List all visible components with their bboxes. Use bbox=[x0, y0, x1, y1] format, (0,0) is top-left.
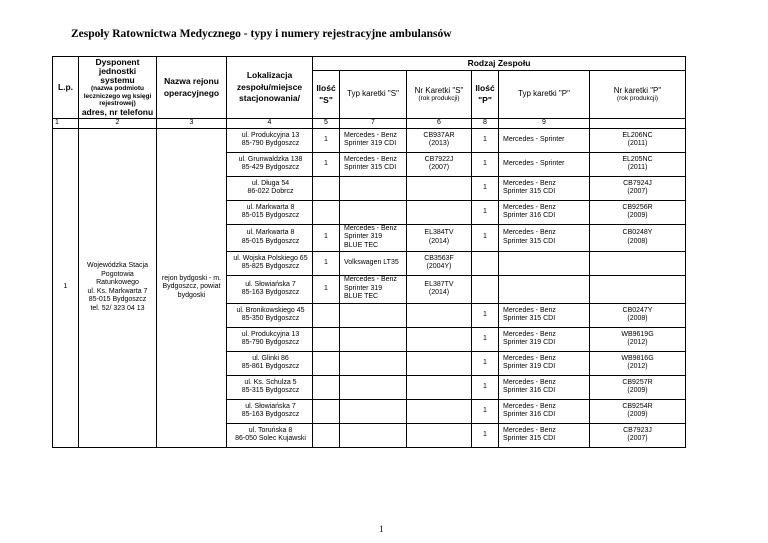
lokalizacja-cell: ul. Produkcyjna 13 85-790 Bydgoszcz bbox=[227, 327, 313, 351]
nr-p-cell: CB7924J (2007) bbox=[590, 176, 686, 200]
typ-p-cell bbox=[499, 251, 590, 275]
nr-p-cell bbox=[590, 251, 686, 275]
nr-s-cell bbox=[407, 375, 472, 399]
col-number: 1 bbox=[53, 119, 79, 129]
nr-p-cell: CB0247Y (2008) bbox=[590, 303, 686, 327]
ilosc-s-cell bbox=[313, 375, 340, 399]
lokalizacja-cell: ul. Grunwaldzka 138 85-429 Bydgoszcz bbox=[227, 152, 313, 176]
ilosc-s-cell bbox=[313, 351, 340, 375]
nr-p-cell: CB9256R (2009) bbox=[590, 200, 686, 224]
ilosc-s-cell bbox=[313, 200, 340, 224]
typ-p-cell: Mercedes - Sprinter bbox=[499, 128, 590, 152]
ilosc-s-cell bbox=[313, 423, 340, 447]
ilosc-p-cell: 1 bbox=[472, 375, 499, 399]
typ-s-cell: Mercedes - Benz Sprinter 319 BLUE TEC bbox=[340, 224, 407, 251]
ilosc-s-cell: 1 bbox=[313, 275, 340, 303]
ilosc-p-cell: 1 bbox=[472, 224, 499, 251]
typ-p-cell: Mercedes - Sprinter bbox=[499, 152, 590, 176]
col-number: 7 bbox=[340, 119, 407, 129]
nr-s-cell: EL384TV (2014) bbox=[407, 224, 472, 251]
typ-p-cell: Mercedes - Benz Sprinter 315 CDI bbox=[499, 176, 590, 200]
typ-s-cell bbox=[340, 423, 407, 447]
typ-p-cell: Mercedes - Benz Sprinter 315 CDI bbox=[499, 423, 590, 447]
nr-s-cell: CB7922J (2007) bbox=[407, 152, 472, 176]
header-typ-p: Typ karetki "P" bbox=[499, 71, 590, 119]
nr-s-cell bbox=[407, 200, 472, 224]
typ-p-cell: Mercedes - Benz Sprinter 315 CDI bbox=[499, 224, 590, 251]
lokalizacja-cell: ul. Ks. Schulza 5 85-315 Bydgoszcz bbox=[227, 375, 313, 399]
nr-p-cell: WB9816G (2012) bbox=[590, 351, 686, 375]
typ-p-cell bbox=[499, 275, 590, 303]
ilosc-s-cell bbox=[313, 303, 340, 327]
ilosc-s-cell bbox=[313, 399, 340, 423]
typ-s-cell bbox=[340, 351, 407, 375]
ilosc-s-cell: 1 bbox=[313, 128, 340, 152]
typ-s-cell: Mercedes - Benz Sprinter 315 CDI bbox=[340, 152, 407, 176]
header-lp: L.p. bbox=[53, 57, 79, 119]
nr-p-cell: CB7923J (2007) bbox=[590, 423, 686, 447]
col-number: 6 bbox=[407, 119, 472, 129]
typ-s-cell bbox=[340, 176, 407, 200]
header-dysponent: Dysponent jednostki systemu (nazwa podmiotu leczniczego wg księgi rejestrowej) adres, nr telefonu bbox=[79, 57, 157, 119]
nr-s-cell bbox=[407, 303, 472, 327]
col-number: 9 bbox=[499, 119, 590, 129]
nr-s-cell bbox=[407, 351, 472, 375]
ilosc-p-cell: 1 bbox=[472, 327, 499, 351]
nr-p-cell: CB9257R (2009) bbox=[590, 375, 686, 399]
lokalizacja-cell: ul. Długa 54 86-022 Dobrcz bbox=[227, 176, 313, 200]
typ-p-cell: Mercedes - Benz Sprinter 316 CDI bbox=[499, 200, 590, 224]
lokalizacja-cell: ul. Glinki 86 85-861 Bydgoszcz bbox=[227, 351, 313, 375]
lokalizacja-cell: ul. Toruńska 8 86-050 Solec Kujawski bbox=[227, 423, 313, 447]
nr-p-cell: EL206NC (2011) bbox=[590, 128, 686, 152]
header-lokalizacja: Lokalizacja zespołu/miejsce stacjonowania/ bbox=[227, 57, 313, 119]
nr-s-cell: CB3563F (2004Y) bbox=[407, 251, 472, 275]
ilosc-s-cell: 1 bbox=[313, 152, 340, 176]
col-number: 2 bbox=[79, 119, 157, 129]
lokalizacja-cell: ul. Markwarta 8 85-015 Bydgoszcz bbox=[227, 200, 313, 224]
page-number: 1 bbox=[379, 524, 384, 534]
nr-p-cell bbox=[590, 275, 686, 303]
typ-p-cell: Mercedes - Benz Sprinter 319 CDI bbox=[499, 351, 590, 375]
ilosc-p-cell: 1 bbox=[472, 351, 499, 375]
ilosc-p-cell: 1 bbox=[472, 152, 499, 176]
header-typ-s: Typ karetki "S" bbox=[340, 71, 407, 119]
nr-s-cell bbox=[407, 423, 472, 447]
typ-s-cell bbox=[340, 399, 407, 423]
lp-cell: 1 bbox=[53, 128, 79, 447]
ilosc-p-cell: 1 bbox=[472, 176, 499, 200]
nr-p-cell: CB0248Y (2008) bbox=[590, 224, 686, 251]
lokalizacja-cell: ul. Wojska Polskiego 65 85-825 Bydgoszcz bbox=[227, 251, 313, 275]
ilosc-p-cell: 1 bbox=[472, 200, 499, 224]
typ-p-cell: Mercedes - Benz Sprinter 315 CDI bbox=[499, 303, 590, 327]
ambulance-table bbox=[52, 56, 686, 448]
typ-s-cell bbox=[340, 327, 407, 351]
ilosc-p-cell bbox=[472, 251, 499, 275]
header-ilosc-s: Ilość "S" bbox=[313, 71, 340, 119]
lokalizacja-cell: ul. Bronikowskiego 45 85-350 Bydgoszcz bbox=[227, 303, 313, 327]
ilosc-s-cell: 1 bbox=[313, 224, 340, 251]
page-title: Zespoły Ratownictwa Medycznego - typy i numery rejestracyjne ambulansów bbox=[71, 28, 452, 40]
ilosc-s-cell: 1 bbox=[313, 251, 340, 275]
nr-p-cell: EL205NC (2011) bbox=[590, 152, 686, 176]
typ-p-cell: Mercedes - Benz Sprinter 319 CDI bbox=[499, 327, 590, 351]
nr-p-cell: CB9254R (2009) bbox=[590, 399, 686, 423]
rejon-cell: rejon bydgoski - m. Bydgoszcz, powiat bydgoski bbox=[157, 128, 227, 447]
lokalizacja-cell: ul. Produkcyjna 13 85-790 Bydgoszcz bbox=[227, 128, 313, 152]
ilosc-p-cell bbox=[472, 275, 499, 303]
header-nr-s: Nr Karetki "S" (rok produkcji) bbox=[407, 71, 472, 119]
nr-s-cell: EL387TV (2014) bbox=[407, 275, 472, 303]
nr-s-cell: CB937AR (2013) bbox=[407, 128, 472, 152]
ilosc-p-cell: 1 bbox=[472, 303, 499, 327]
nr-s-cell bbox=[407, 327, 472, 351]
nr-p-cell: WB9619G (2012) bbox=[590, 327, 686, 351]
typ-s-cell bbox=[340, 200, 407, 224]
col-number: 5 bbox=[313, 119, 340, 129]
header-rejon: Nazwa rejonu operacyjnego bbox=[157, 57, 227, 119]
nr-s-cell bbox=[407, 176, 472, 200]
ilosc-p-cell: 1 bbox=[472, 399, 499, 423]
typ-s-cell: Mercedes - Benz Sprinter 319 BLUE TEC bbox=[340, 275, 407, 303]
lokalizacja-cell: ul. Słowiańska 7 85-163 Bydgoszcz bbox=[227, 399, 313, 423]
header-nr-p: Nr karetki "P" (rok produkcji) bbox=[590, 71, 686, 119]
col-number: 8 bbox=[472, 119, 499, 129]
ilosc-s-cell bbox=[313, 327, 340, 351]
typ-s-cell: Volkswagen LT35 bbox=[340, 251, 407, 275]
typ-p-cell: Mercedes - Benz Sprinter 316 CDI bbox=[499, 375, 590, 399]
ilosc-p-cell: 1 bbox=[472, 423, 499, 447]
col-number: 3 bbox=[157, 119, 227, 129]
dysponent-cell: Wojewódzka Stacja Pogotowia Ratunkowego ul. Ks. Markwarta 7 85-015 Bydgoszcz tel. 52/ 323 04 13 bbox=[79, 128, 157, 447]
typ-p-cell: Mercedes - Benz Sprinter 316 CDI bbox=[499, 399, 590, 423]
col-number: 4 bbox=[227, 119, 313, 129]
ilosc-p-cell: 1 bbox=[472, 128, 499, 152]
lokalizacja-cell: ul. Markwarta 8 85-015 Bydgoszcz bbox=[227, 224, 313, 251]
typ-s-cell bbox=[340, 303, 407, 327]
ilosc-s-cell bbox=[313, 176, 340, 200]
lokalizacja-cell: ul. Słowiańska 7 85-163 Bydgoszcz bbox=[227, 275, 313, 303]
col-number bbox=[590, 119, 686, 129]
typ-s-cell bbox=[340, 375, 407, 399]
header-rodzaj-zespolu: Rodzaj Zespołu bbox=[313, 57, 686, 71]
header-ilosc-p: Ilość "P" bbox=[472, 71, 499, 119]
nr-s-cell bbox=[407, 399, 472, 423]
column-number-row bbox=[53, 119, 686, 129]
table-row bbox=[53, 128, 686, 152]
typ-s-cell: Mercedes - Benz Sprinter 319 CDI bbox=[340, 128, 407, 152]
